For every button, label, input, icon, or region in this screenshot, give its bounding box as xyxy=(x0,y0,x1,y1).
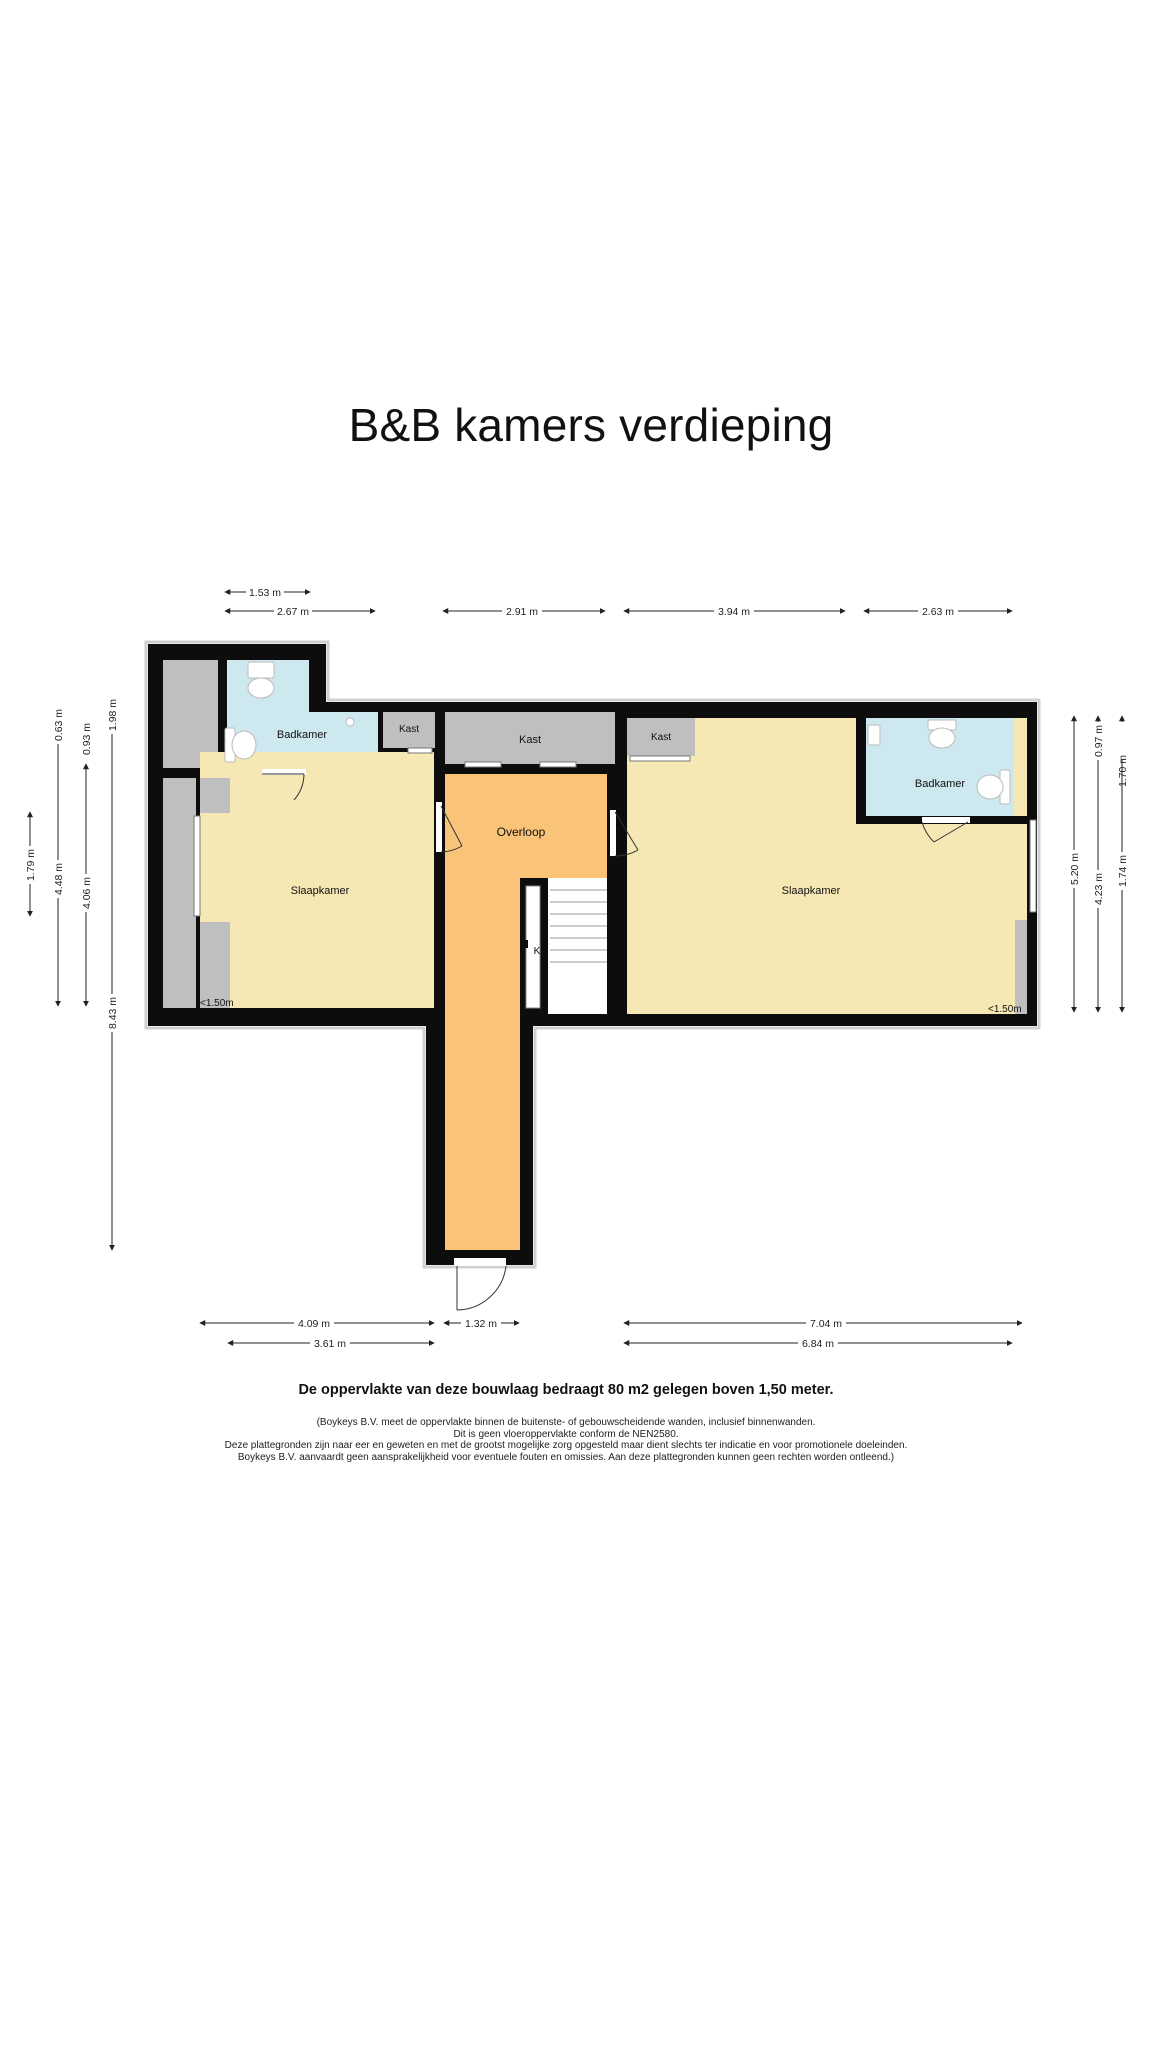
label-badkamer-right: Badkamer xyxy=(914,778,966,790)
storage-left-bottom xyxy=(163,778,196,1008)
label-overloop: Overloop xyxy=(496,825,546,839)
label-low-ceiling-right: <1.50m xyxy=(988,1004,1022,1015)
dim-bottom-1: 4.09 m xyxy=(297,1318,331,1330)
dim-left-1: 0.63 m xyxy=(53,708,65,742)
dim-left-4: 1.79 m xyxy=(25,848,37,882)
dim-bottom-3: 1.32 m xyxy=(464,1318,498,1330)
dim-top-5: 2.63 m xyxy=(921,606,955,618)
label-low-ceiling-left: <1.50m xyxy=(200,998,234,1009)
dim-left-3: 0.93 m xyxy=(81,722,93,756)
dim-left-7: 8.43 m xyxy=(107,996,119,1030)
stairwell xyxy=(548,878,607,1014)
dim-left-2: 1.98 m xyxy=(107,698,119,732)
dim-top-3: 2.91 m xyxy=(505,606,539,618)
dim-right-4: 4.23 m xyxy=(1093,872,1105,906)
toilet-right-icon xyxy=(928,720,956,748)
dim-bottom-4: 7.04 m xyxy=(809,1318,843,1330)
wardrobe-right xyxy=(1015,920,1027,1014)
label-kast-1: Kast xyxy=(398,724,420,735)
dim-right-5: 1.74 m xyxy=(1117,854,1129,888)
label-slaapkamer-right: Slaapkamer xyxy=(781,885,841,897)
storage-left-top xyxy=(163,660,218,768)
wardrobe-left-2 xyxy=(200,922,230,1008)
label-badkamer-left: Badkamer xyxy=(276,729,328,741)
dim-top-1: 1.53 m xyxy=(248,587,282,599)
dim-right-1: 5.20 m xyxy=(1069,852,1081,886)
dim-left-5: 4.48 m xyxy=(53,862,65,896)
dim-top-4: 3.94 m xyxy=(717,606,751,618)
dim-top-2: 2.67 m xyxy=(276,606,310,618)
sink-right-icon xyxy=(868,725,880,745)
sink-left-icon xyxy=(346,718,354,726)
door-entrance-icon xyxy=(454,1262,506,1310)
inner-wall-bath-right xyxy=(856,712,866,822)
dim-right-3: 1.70 m xyxy=(1117,754,1129,788)
dim-bottom-5: 6.84 m xyxy=(801,1338,835,1350)
disclaimer-line: Dit is geen vloeroppervlakte conform de NEN2580. xyxy=(453,1428,679,1440)
landing-corridor xyxy=(445,870,520,1250)
dim-bottom-2: 3.61 m xyxy=(313,1338,347,1350)
dim-lines-top xyxy=(225,592,1012,611)
dim-right-2: 0.97 m xyxy=(1093,724,1105,758)
label-stair-k: K xyxy=(533,946,541,957)
bedroom-left-floor xyxy=(200,752,434,1008)
stair-post xyxy=(520,940,528,948)
disclaimer-line: Deze plattegronden zijn naar eer en geweten en met de grootst mogelijke zorg opgesteld maar dient slechts ter indicatie en voor promotionele doeleinden. xyxy=(224,1440,908,1451)
label-kast-3: Kast xyxy=(650,732,672,743)
wardrobe-left xyxy=(200,778,230,813)
label-kast-2: Kast xyxy=(518,734,542,746)
plan-title: B&B kamers verdieping xyxy=(348,399,834,451)
label-slaapkamer-left: Slaapkamer xyxy=(290,885,350,897)
dim-left-6: 4.06 m xyxy=(81,876,93,910)
disclaimer-line: Boykeys B.V. aanvaardt geen aansprakelijkheid voor eventuele fouten en omissies. Aan deze plattegronden kunnen geen rechten worden ontleend.) xyxy=(237,1451,895,1463)
area-statement: De oppervlakte van deze bouwlaag bedraagt 80 m2 gelegen boven 1,50 meter. xyxy=(298,1382,834,1398)
disclaimer-line: (Boykeys B.V. meet de oppervlakte binnen de buitenste- of gebouwscheidende wanden, inclusief binnenwanden. xyxy=(316,1417,816,1428)
dim-lines-left xyxy=(30,706,112,1250)
disclaimer xyxy=(0,1417,1132,1463)
